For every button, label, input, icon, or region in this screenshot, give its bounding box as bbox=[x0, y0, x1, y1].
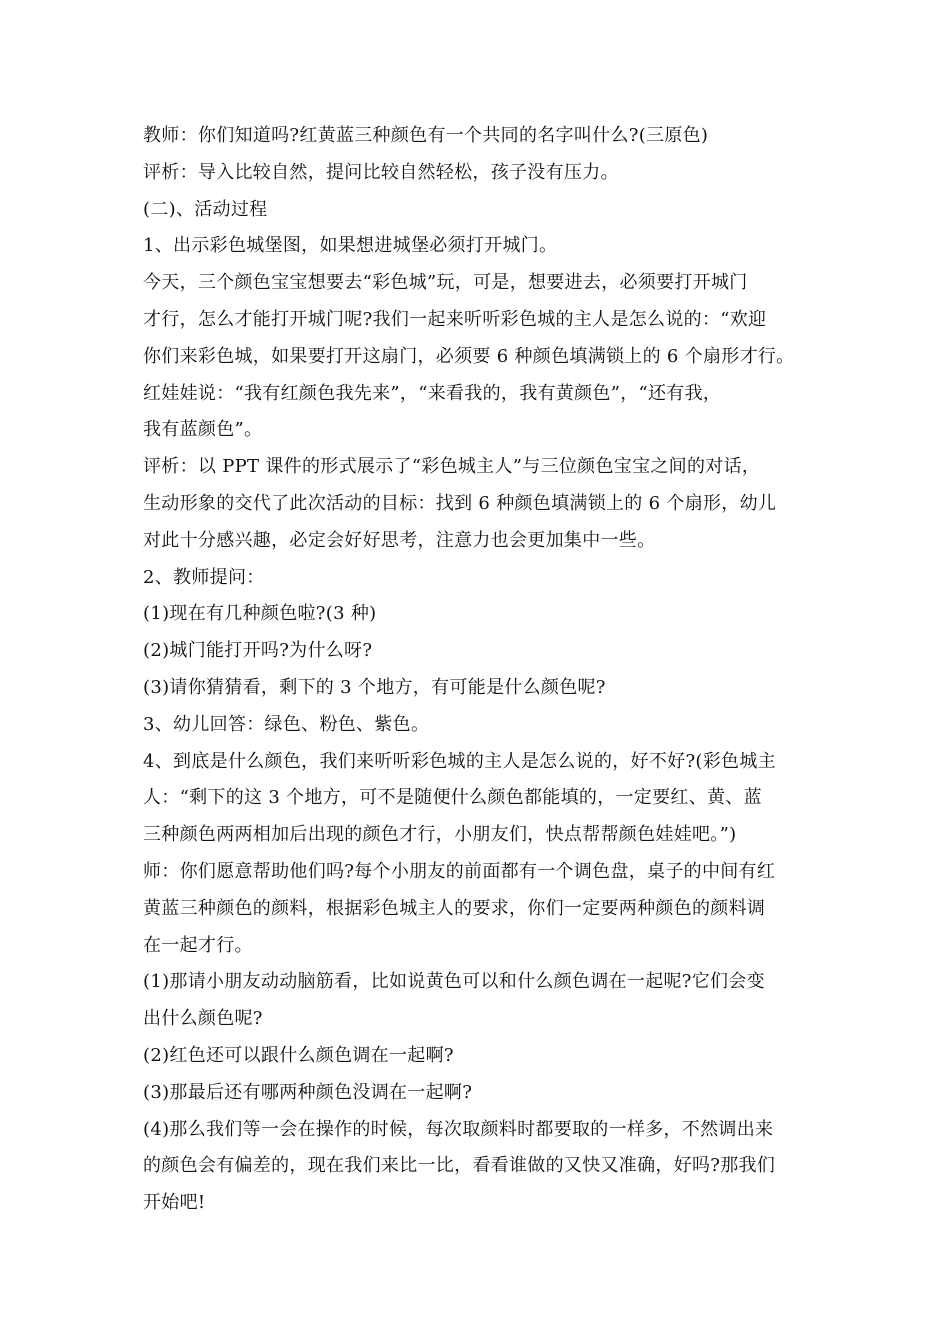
text-line: 人：“剩下的这 3 个地方，可不是随便什么颜色都能填的，一定要红、黄、蓝 bbox=[143, 787, 762, 809]
text-line: 才行，怎么才能打开城门呢?我们一起来听听彩色城的主人是怎么说的：“欢迎 bbox=[143, 308, 767, 330]
document-body bbox=[143, 118, 823, 1222]
text-line: 你们来彩色城，如果要打开这扇门，必须要 6 种颜色填满锁上的 6 个扇形才行。 bbox=[143, 345, 795, 367]
text-line: 3、幼儿回答：绿色、粉色、紫色。 bbox=[143, 713, 430, 735]
section-heading: (二)、活动过程 bbox=[143, 198, 268, 220]
text-line: 评析：以 PPT 课件的形式展示了“彩色城主人”与三位颜色宝宝之间的对话， bbox=[143, 456, 761, 478]
text-line: 出什么颜色呢? bbox=[143, 1008, 263, 1030]
text-line: 4、到底是什么颜色，我们来听听彩色城的主人是怎么说的，好不好?(彩色城主 bbox=[143, 750, 776, 772]
text-line: 在一起才行。 bbox=[143, 934, 253, 956]
text-line: 2、教师提问： bbox=[143, 566, 265, 588]
text-line: 教师：你们知道吗?红黄蓝三种颜色有一个共同的名字叫什么?(三原色) bbox=[143, 125, 709, 146]
text-line: 红娃娃说：“我有红颜色我先来”，“来看我的，我有黄颜色”，“还有我， bbox=[143, 382, 722, 404]
text-line: 今天，三个颜色宝宝想要去“彩色城”玩，可是，想要进去，必须要打开城门 bbox=[143, 272, 748, 294]
text-line: 的颜色会有偏差的，现在我们来比一比，看看谁做的又快又准确，好吗?那我们 bbox=[143, 1155, 776, 1177]
text-line: 生动形象的交代了此次活动的目标：找到 6 种颜色填满锁上的 6 个扇形，幼儿 bbox=[143, 492, 777, 514]
text-line: 开始吧! bbox=[143, 1192, 206, 1214]
text-line: 师：你们愿意帮助他们吗?每个小朋友的前面都有一个调色盘，桌子的中间有红 bbox=[143, 860, 776, 882]
text-line: 评析：导入比较自然，提问比较自然轻松，孩子没有压力。 bbox=[143, 161, 619, 183]
text-line: 我有蓝颜色”。 bbox=[143, 419, 263, 441]
text-line: (2)城门能打开吗?为什么呀? bbox=[143, 640, 373, 662]
text-line: (3)那最后还有哪两种颜色没调在一起啊? bbox=[143, 1081, 473, 1103]
text-line: (1)现在有几种颜色啦?(3 种) bbox=[143, 603, 377, 625]
text-line: 黄蓝三种颜色的颜料，根据彩色城主人的要求，你们一定要两种颜色的颜料调 bbox=[143, 897, 766, 919]
text-line: 对此十分感兴趣，必定会好好思考，注意力也会更加集中一些。 bbox=[143, 529, 656, 551]
text-line: (1)那请小朋友动动脑筋看，比如说黄色可以和什么颜色调在一起呢?它们会变 bbox=[143, 971, 765, 993]
text-line: (2)红色还可以跟什么颜色调在一起啊? bbox=[143, 1044, 454, 1066]
text-line: 1、出示彩色城堡图，如果想进城堡必须打开城门。 bbox=[143, 235, 558, 257]
text-line: (4)那么我们等一会在操作的时候，每次取颜料时都要取的一样多，不然调出来 bbox=[143, 1118, 774, 1140]
text-line: (3)请你猜猜看，剩下的 3 个地方，有可能是什么颜色呢? bbox=[143, 676, 606, 698]
text-line: 三种颜色两两相加后出现的颜色才行，小朋友们，快点帮帮颜色娃娃吧。”) bbox=[143, 824, 737, 846]
